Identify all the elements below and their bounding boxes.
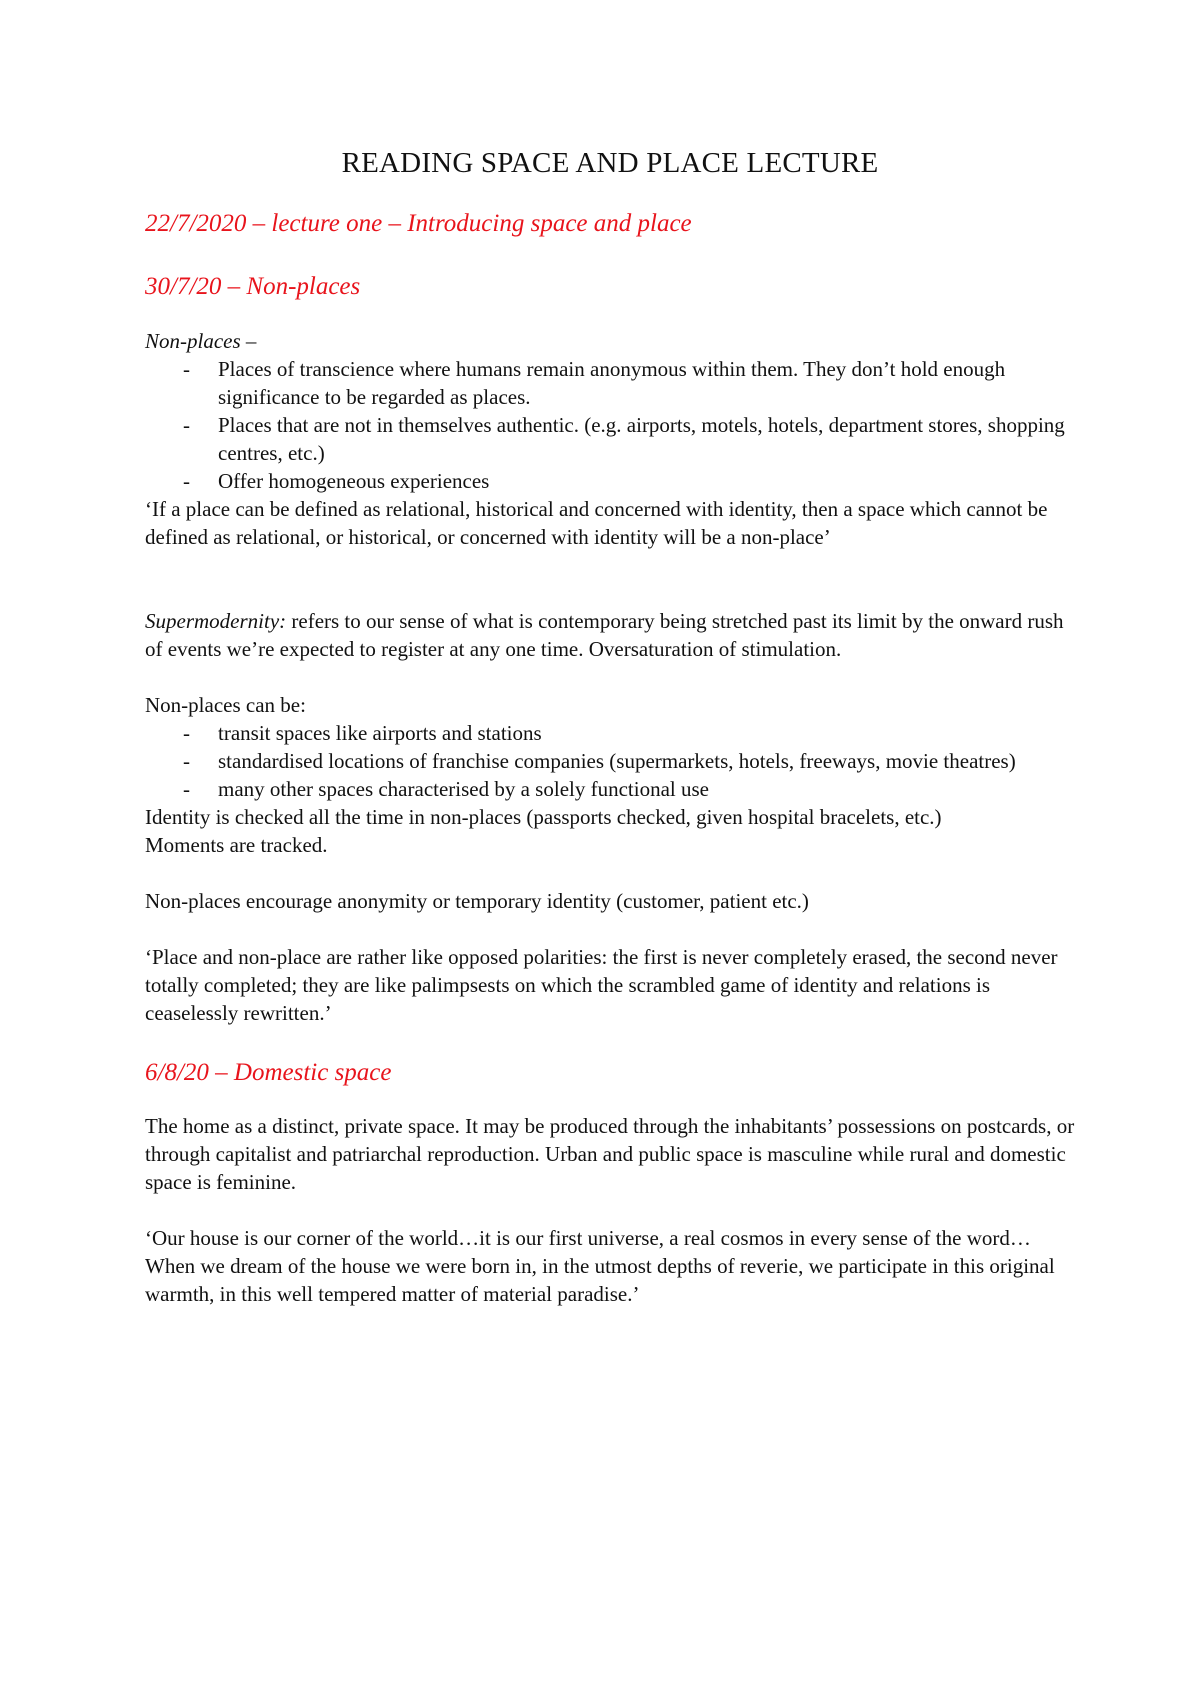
list-item [145, 411, 1075, 467]
quote-polarities: ‘Place and non-place are rather like opposed polarities: the first is never completely erased, the second never totally completed; they are like palimpsests on which the scrambled game of identity and relations is ceaselessly rewritten.’ [145, 945, 1058, 1025]
bullet-dash: - [183, 777, 190, 801]
bullet-dash: - [183, 749, 190, 773]
list-item [145, 775, 1075, 803]
bullet-dash: - [183, 469, 190, 493]
supermodernity-paragraph [145, 607, 1075, 663]
anonymity-paragraph: Non-places encourage anonymity or temporary identity (customer, patient etc.) [145, 889, 809, 913]
bullet-dash: - [183, 357, 190, 381]
list-item-text: standardised locations of franchise companies (supermarkets, hotels, freeways, movie theatres) [218, 749, 1016, 773]
non-places-examples-list [145, 719, 1075, 803]
list-item [145, 355, 1075, 411]
heading-non-places: 30/7/20 – Non-places [145, 273, 361, 300]
non-places-definition-list [145, 355, 1075, 495]
document-body [145, 146, 1075, 1308]
list-item-text: Places that are not in themselves authentic. (e.g. airports, motels, hotels, department stores, shopping centres, etc.) [218, 413, 1065, 465]
supermodernity-text: refers to our sense of what is contemporary being stretched past its limit by the onward rush of events we’re expected to register at any one time. Oversaturation of stimulation. [145, 609, 1064, 661]
domestic-space-paragraph: The home as a distinct, private space. It may be produced through the inhabitants’ possessions on postcards, or through capitalist and patriarchal reproduction. Urban and public space is masculine while rural and domestic space is feminine. [145, 1114, 1075, 1194]
supermodernity-term: Supermodernity: [145, 609, 287, 633]
heading-lecture-one: 22/7/2020 – lecture one – Introducing space and place [145, 210, 692, 237]
quote-non-place-definition: ‘If a place can be defined as relational, historical and concerned with identity, then a space which cannot be defined as relational, or historical, or concerned with identity will be a non-place’ [145, 497, 1048, 549]
list-item [145, 719, 1075, 747]
bullet-dash: - [183, 721, 190, 745]
heading-domestic-space: 6/8/20 – Domestic space [145, 1059, 392, 1086]
list-item-text: transit spaces like airports and stations [218, 721, 542, 745]
quote-our-house: ‘Our house is our corner of the world…it is our first universe, a real cosmos in every sense of the word…When we dream of the house we were born in, in the utmost depths of reverie, we participate in this original warmth, in this well tempered matter of material paradise.’ [145, 1226, 1055, 1306]
non-places-term: Non-places – [145, 329, 257, 353]
list-item-text: many other spaces characterised by a solely functional use [218, 777, 709, 801]
list-item-text: Offer homogeneous experiences [218, 469, 490, 493]
list-item [145, 747, 1075, 775]
list-item-text: Places of transcience where humans remain anonymous within them. They don’t hold enough significance to be regarded as places. [218, 357, 1006, 409]
identity-checked-paragraph: Identity is checked all the time in non-places (passports checked, given hospital bracelets, etc.) [145, 805, 942, 829]
moments-tracked-paragraph: Moments are tracked. [145, 833, 328, 857]
list-item [145, 467, 1075, 495]
non-places-can-be-intro: Non-places can be: [145, 693, 306, 717]
document-title: READING SPACE AND PLACE LECTURE [341, 147, 879, 179]
bullet-dash: - [183, 413, 190, 437]
